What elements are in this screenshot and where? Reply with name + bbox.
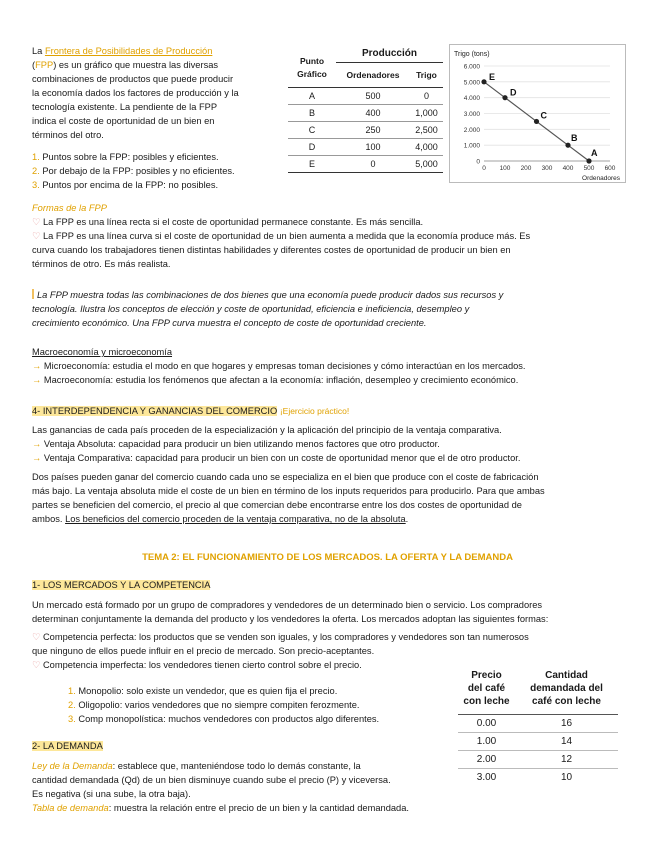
summary-line: tecnología. Ilustra los conceptos de elección y coste de oportunidad, eficiencia e ineficiencia, desempleo y bbox=[32, 304, 470, 314]
table-row: 2.00 12 bbox=[458, 751, 618, 769]
list-item: 3. Comp monopolística: muchos vendedores con productos algo diferentes. bbox=[68, 714, 380, 724]
intro-line: tecnología existente. La pendiente de la FPP bbox=[32, 102, 218, 112]
data-point bbox=[565, 143, 570, 148]
list-item: → Macroeconomía: estudia los fenómenos que afectan a la economía: inflación, desempleo y crecimiento económico. bbox=[32, 375, 519, 385]
table-row: B 400 1,000 bbox=[288, 105, 443, 122]
x-tick-label: 200 bbox=[520, 165, 532, 172]
table-row: 3.00 10 bbox=[458, 769, 618, 787]
heart-icon: ♡ bbox=[32, 217, 41, 227]
demand-table bbox=[458, 668, 618, 786]
point-label: B bbox=[571, 133, 578, 144]
tema-2-heading bbox=[0, 552, 655, 563]
production-group-header: Producción bbox=[336, 44, 443, 63]
fpp-points-list bbox=[32, 150, 282, 192]
list-item: 2. Por debajo de la FPP: posibles y no eficientes. bbox=[32, 166, 235, 176]
competition-types-list bbox=[68, 684, 448, 726]
y-tick-label: 4.000 bbox=[463, 95, 480, 103]
section-1 bbox=[32, 578, 632, 672]
intro-line: la economía dados los factores de producción y la bbox=[32, 88, 239, 98]
section-2-title: 2- LA DEMANDA bbox=[32, 741, 103, 751]
col-precio-header: Precio del café con leche bbox=[463, 670, 510, 707]
para-line: partes se beneficien del comercio, el precio al que comercian debe encontrarse entre los dos costes de oportunidad de bbox=[32, 500, 522, 510]
intro-line: combinaciones de productos que puede producir bbox=[32, 74, 234, 84]
heart-icon: ♡ bbox=[32, 231, 41, 241]
arrow-icon: → bbox=[32, 439, 42, 449]
y-tick-label: 0 bbox=[476, 158, 480, 166]
section-2 bbox=[32, 739, 452, 815]
list-item: ♡ Competencia imperfecta: los vendedores tienen cierto control sobre el precio. bbox=[32, 660, 362, 670]
point-label: E bbox=[489, 71, 496, 82]
arrow-icon: → bbox=[32, 375, 42, 385]
table-row: A 500 0 bbox=[288, 88, 443, 105]
col-ordenadores-header: Ordenadores bbox=[346, 70, 400, 80]
macro-title: Macroeconomía y microeconomía bbox=[32, 347, 173, 357]
para-line: ambos. Los beneficios del comercio proceden de la ventaja comparativa, no de la absoluta. bbox=[32, 514, 409, 524]
intro-line1: ) es un gráfico que muestra las diversas bbox=[53, 60, 219, 70]
table-row: 1.00 14 bbox=[458, 733, 618, 751]
tabla-demanda: Tabla de demanda: muestra la relación entre el precio de un bien y la cantidad demandada. bbox=[32, 803, 409, 813]
list-item: → Microeconomía: estudia el modo en que hogares y empresas toman decisiones y cómo interactúan en los mercados. bbox=[32, 361, 526, 371]
quote-bar-icon bbox=[32, 289, 34, 299]
x-tick-label: 500 bbox=[583, 165, 595, 172]
x-tick-label: 100 bbox=[499, 165, 511, 172]
section-1-title: 1- LOS MERCADOS Y LA COMPETENCIA bbox=[32, 580, 211, 590]
macro-micro-section bbox=[32, 345, 632, 387]
col-cantidad-header: Cantidad demandada del café con leche bbox=[530, 670, 603, 707]
y-tick-label: 5.000 bbox=[463, 79, 480, 87]
paren-open: ( bbox=[32, 60, 36, 70]
section-4-title: 4- INTERDEPENDENCIA Y GANANCIAS DEL COMERCIO bbox=[32, 406, 278, 416]
fpp-abbr: FPP bbox=[35, 60, 54, 70]
fpp-chart-svg bbox=[450, 45, 625, 182]
list-item-cont: términos de otro. Es más realista. bbox=[32, 259, 171, 269]
list-item: ♡ La FPP es una línea recta si el coste de oportunidad permanece constante. Es más sencilla. bbox=[32, 217, 424, 227]
ley-demanda: Ley de la Demanda: establece que, manteniéndose todo lo demás constante, la bbox=[32, 761, 361, 771]
section-4 bbox=[32, 404, 632, 526]
y-tick-label: 1.000 bbox=[463, 142, 480, 150]
para-line: más bajo. La ventaja absoluta mide el coste de un bien en término de los inputs requeridos para producirlo. Para que ambas bbox=[32, 486, 545, 496]
fpp-chart bbox=[449, 44, 626, 183]
data-point bbox=[586, 158, 591, 163]
y-tick-label: 6.000 bbox=[463, 63, 480, 71]
fpp-summary: La FPP muestra todas las combinaciones de dos bienes que una economía puede producir dados sus recursos y tecnología. Ilustra los conceptos de elección y coste de oportunidad, eficiencia e ineficiencia, desempleo y crecimiento económico. Una FPP curva muestra el concepto de coste de oportunidad creciente. bbox=[32, 288, 632, 330]
point-label: A bbox=[591, 148, 598, 158]
arrow-icon: → bbox=[32, 453, 42, 463]
heart-icon: ♡ bbox=[32, 632, 41, 642]
table-row: C 250 2,500 bbox=[288, 122, 443, 139]
point-label: C bbox=[540, 110, 547, 121]
x-tick-label: 400 bbox=[562, 165, 574, 172]
para-line: determinan conjuntamente la demanda del producto y los vendedores la oferta. Los mercados adoptan las siguientes formas: bbox=[32, 614, 549, 624]
formas-section bbox=[32, 201, 632, 271]
tema-2-title: TEMA 2: EL FUNCIONAMIENTO DE LOS MERCADOS. LA OFERTA Y LA DEMANDA bbox=[142, 552, 513, 563]
list-item: ♡ La FPP es una línea curva si el coste de oportunidad de un bien aumenta a medida que la economía produce más. Es bbox=[32, 231, 531, 241]
para-line: Es negativa (si una sube, la otra baja). bbox=[32, 789, 191, 799]
list-item: 2. Oligopolio: varios vendedores que no siempre compiten ferozmente. bbox=[68, 700, 360, 710]
table-row: 0.00 16 bbox=[458, 715, 618, 733]
list-item: ♡ Competencia perfecta: los productos que se venden son iguales, y los compradores y vendedores son tan numerosos bbox=[32, 632, 529, 642]
table-row: D 100 4,000 bbox=[288, 139, 443, 156]
intro-line: términos del otro. bbox=[32, 130, 104, 140]
arrow-icon: → bbox=[32, 361, 42, 371]
chart-xlabel: Ordenadores bbox=[582, 175, 620, 182]
data-point bbox=[502, 95, 507, 100]
formas-title: Formas de la FPP bbox=[32, 203, 107, 213]
list-item: 1. Puntos sobre la FPP: posibles y eficientes. bbox=[32, 152, 219, 162]
para-line: Un mercado está formado por un grupo de compradores y vendedores de un determinado bien o servicio. Los compradores bbox=[32, 600, 543, 610]
col-trigo-header: Trigo bbox=[416, 70, 437, 80]
chart-title: Trigo (tons) bbox=[454, 51, 490, 58]
x-tick-label: 0 bbox=[482, 165, 486, 172]
point-label: D bbox=[510, 87, 517, 98]
para-line: cantidad demandada (Qd) de un bien disminuye cuando sube el precio (P) y viceversa. bbox=[32, 775, 391, 785]
summary-line: crecimiento económico. Una FPP curva muestra el concepto de coste de oportunidad creciente. bbox=[32, 318, 427, 328]
x-tick-label: 300 bbox=[541, 165, 553, 172]
section-4-intro: Las ganancias de cada país proceden de la especialización y la aplicación del principio de la ventaja comparativa. bbox=[32, 425, 502, 435]
list-item: → Ventaja Comparativa: capacidad para producir un bien con un coste de oportunidad menor que el de otro productor. bbox=[32, 453, 521, 463]
ejercicio-link[interactable]: ¡Ejercicio práctico! bbox=[279, 406, 350, 416]
intro-pre: La bbox=[32, 46, 45, 56]
para-line: Dos países pueden ganar del comercio cuando cada uno se especializa en el bien que produce con el coste de fabricación bbox=[32, 472, 539, 482]
data-point bbox=[481, 79, 486, 84]
production-table bbox=[288, 44, 443, 173]
fpp-link[interactable]: Frontera de Posibilidades de Producción bbox=[44, 46, 213, 56]
heart-icon: ♡ bbox=[32, 660, 41, 670]
table-row: E 0 5,000 bbox=[288, 156, 443, 173]
list-item: → Ventaja Absoluta: capacidad para producir un bien utilizando menos factores que otro productor. bbox=[32, 439, 440, 449]
intro-line: indica el coste de oportunidad de un bien en bbox=[32, 116, 215, 126]
list-item-cont: curva cuando los trabajadores tienen distintas habilidades y diferentes costes de oportunidad de producir un bien en bbox=[32, 245, 511, 255]
fpp-intro bbox=[32, 44, 282, 142]
list-item: 3. Puntos por encima de la FPP: no posibles. bbox=[32, 180, 219, 190]
x-tick-label: 600 bbox=[604, 165, 616, 172]
y-tick-label: 2.000 bbox=[463, 126, 480, 134]
y-tick-label: 3.000 bbox=[463, 111, 480, 118]
list-item-cont: que ninguno de ellos puede influir en el precio de mercado. Son precio-aceptantes. bbox=[32, 646, 375, 656]
col-point-header: Punto Gráfico bbox=[297, 56, 327, 79]
list-item: 1. Monopolio: solo existe un vendedor, que es quien fija el precio. bbox=[68, 686, 338, 696]
data-point bbox=[534, 119, 539, 124]
